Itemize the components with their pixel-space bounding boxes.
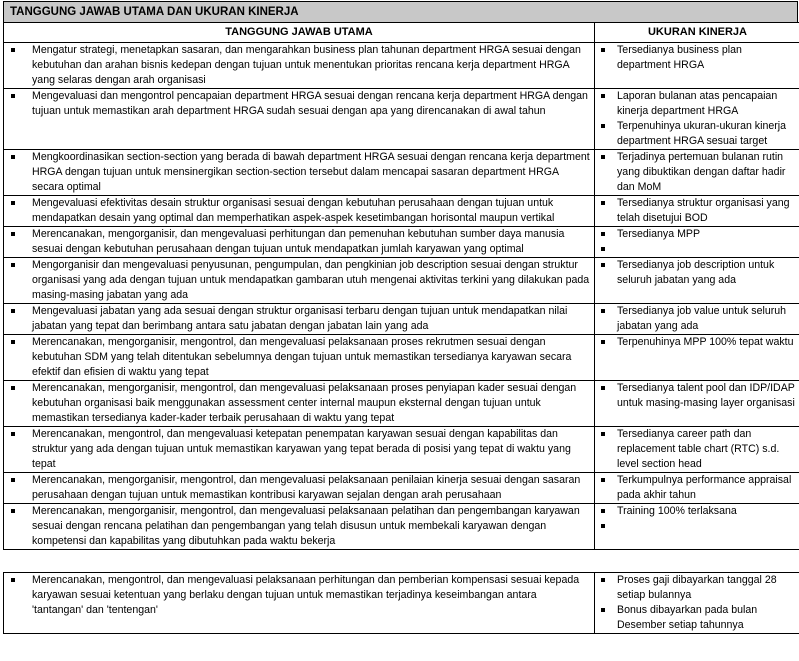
kpi-text: Tersedianya struktur organisasi yang telah disetujui BOD — [617, 197, 790, 224]
responsibility-text: Mengkoordinasikan section-section yang berada di bawah department HRGA sesuai dengan rencana kerja department HRGA dengan tujuan untuk mensinergikan section-section tersebut dalam mencapai sasaran department HRGA secara optimal — [32, 151, 590, 193]
responsibility-item — [4, 504, 594, 549]
responsibility-text: Mengatur strategi, menetapkan sasaran, dan mengarahkan business plan tahunan department HRGA sesuai dengan kebutuhan dan arahan bisnis kedepan dengan tujuan untuk menentukan prioritas rencana kerja department HRGA yang selaras dengan arah organisasi — [32, 44, 581, 86]
kpi-item — [595, 242, 799, 257]
kpi-text: Tersedianya career path dan replacement table chart (RTC) s.d. level section head — [617, 428, 780, 470]
responsibility-cell — [4, 227, 595, 258]
bullet-icon — [601, 340, 605, 344]
table-row — [4, 227, 799, 258]
kpi-item — [595, 335, 799, 350]
kpi-item — [595, 43, 799, 73]
responsibility-item — [4, 573, 594, 618]
kpi-cell — [595, 381, 799, 427]
table-header-row — [4, 23, 799, 43]
kpi-text: Tersedianya job description untuk seluruh jabatan yang ada — [617, 259, 775, 286]
responsibility-item — [4, 89, 594, 119]
kpi-item — [595, 89, 799, 119]
bullet-icon — [11, 578, 15, 582]
header-responsibility: TANGGUNG JAWAB UTAMA — [4, 23, 595, 43]
bullet-icon — [601, 524, 605, 528]
responsibility-text: Merencanakan, mengorganisir, mengontrol, dan mengevaluasi pelaksanaan proses penyiapan kader sesuai dengan kebutuhan organisasi baik menggunakan assessment center internal maupun eksternal dengan tujuan untuk memastikan tersedianya kader-kader terbaik perusahaan di waktu yang tepat — [32, 382, 577, 424]
section-title: TANGGUNG JAWAB UTAMA DAN UKURAN KINERJA — [3, 1, 798, 22]
kpi-cell — [595, 89, 799, 150]
bullet-icon — [601, 509, 605, 513]
kpi-item — [595, 504, 799, 519]
responsibility-item — [4, 227, 594, 257]
kpi-cell — [595, 196, 799, 227]
kpi-item — [595, 519, 799, 534]
bullet-icon — [601, 201, 605, 205]
table-row — [4, 43, 799, 89]
responsibility-item — [4, 381, 594, 426]
bullet-icon — [11, 309, 15, 313]
bullet-icon — [11, 232, 15, 236]
kpi-text: Tersedianya business plan department HRGA — [617, 44, 742, 71]
table-row — [4, 304, 799, 335]
responsibility-item — [4, 335, 594, 380]
kpi-item — [595, 258, 799, 288]
kpi-cell — [595, 573, 799, 634]
bullet-icon — [11, 432, 15, 436]
kpi-item — [595, 227, 799, 242]
responsibility-text: Merencanakan, mengorganisir, mengontrol, dan mengevaluasi pelaksanaan penilaian kinerja sesuai dengan sasaran perusahaan dengan tujuan untuk memastikan kontribusi karyawan sejalan dengan arah perusahaan — [32, 474, 581, 501]
kpi-cell — [595, 504, 799, 550]
document — [3, 1, 798, 634]
table-row — [4, 150, 799, 196]
responsibility-text: Merencanakan, mengorganisir, dan mengevaluasi perhitungan dan pemenuhan kebutuhan sumber daya manusia sesuai dengan kebutuhan perusahaan dengan tujuan untuk mendapatkan jumlah karyawan yang optimal — [32, 228, 565, 255]
kpi-text: Laporan bulanan atas pencapaian kinerja department HRGA — [617, 90, 778, 117]
responsibility-text: Mengevaluasi efektivitas desain struktur organisasi sesuai dengan kebutuhan perusahaan dengan tujuan untuk mendapatkan desain yang optimal dan memperhatikan aspek-aspek kesetimbangan horisontal maupun vertikal — [32, 197, 555, 224]
responsibility-cell — [4, 427, 595, 473]
responsibility-text: Merencanakan, mengontrol, dan mengevaluasi ketepatan penempatan karyawan sesuai dengan kapabilitas dan struktur yang ada dengan tujuan untuk memastikan karyawan yang tepat berada di posisi yang tepat di waktu yang tepat — [32, 428, 571, 470]
bullet-icon — [601, 94, 605, 98]
kpi-item — [595, 573, 799, 603]
responsibility-text: Mengevaluasi jabatan yang ada sesuai dengan struktur organisasi terbaru dengan tujuan untuk mendapatkan nilai jabatan yang tepat dan berimbang antara satu jabatan dengan jabatan lain yang ada — [32, 305, 568, 332]
bullet-icon — [11, 48, 15, 52]
bullet-icon — [11, 386, 15, 390]
kpi-item — [595, 427, 799, 472]
bullet-icon — [11, 509, 15, 513]
responsibility-cell — [4, 258, 595, 304]
bullet-icon — [601, 247, 605, 251]
kpi-cell — [595, 304, 799, 335]
responsibility-item — [4, 150, 594, 195]
header-kpi: UKURAN KINERJA — [595, 23, 799, 43]
responsibility-cell — [4, 196, 595, 227]
kpi-item — [595, 473, 799, 503]
responsibility-cell — [4, 150, 595, 196]
table-row — [4, 473, 799, 504]
responsibility-cell — [4, 473, 595, 504]
kpi-table-continued — [3, 572, 799, 634]
responsibility-text: Merencanakan, mengorganisir, mengontrol, dan mengevaluasi pelaksanaan pelatihan dan pengembangan karyawan sesuai dengan rencana pelatihan dan pengembangan yang telah disusun untuk membekali karyawan dengan kompetensi dan kapabilitas yang dibutuhkan pada waktu bekerja — [32, 505, 580, 547]
kpi-text: Proses gaji dibayarkan tanggal 28 setiap bulannya — [617, 574, 777, 601]
responsibility-cell — [4, 504, 595, 550]
bullet-icon — [601, 48, 605, 52]
kpi-item — [595, 119, 799, 149]
bullet-icon — [11, 478, 15, 482]
bullet-icon — [11, 263, 15, 267]
responsibility-text: Merencanakan, mengontrol, dan mengevaluasi pelaksanaan perhitungan dan pemberian kompensasi sesuai kepada karyawan sesuai ketentuan yang berlaku dengan tujuan untuk memastikan terjadinya keseimbangan antara 'tantangan' dan 'tentengan' — [32, 574, 580, 616]
responsibility-text: Merencanakan, mengorganisir, mengontrol, dan mengevaluasi pelaksanaan proses rekrutmen sesuai dengan kebutuhan SDM yang telah ditentukan sebelumnya dengan tujuan untuk memastikan tersedianya karyawan secara efektif dan efisien di waktu yang tepat — [32, 336, 572, 378]
bullet-icon — [601, 432, 605, 436]
responsibility-text: Mengorganisir dan mengevaluasi penyusunan, pengumpulan, dan pengkinian job description sesuai dengan struktur organisasi yang ada dengan tujuan untuk mendapatkan gambaran utuh mengenai aktivitas terkini yang dilakukan pada masing-masing jabatan yang ada — [32, 259, 590, 301]
bullet-icon — [11, 155, 15, 159]
kpi-item — [595, 150, 799, 195]
responsibility-item — [4, 196, 594, 226]
responsibility-item — [4, 427, 594, 472]
bullet-icon — [601, 386, 605, 390]
kpi-table — [3, 22, 799, 550]
kpi-cell — [595, 150, 799, 196]
table-row — [4, 573, 799, 634]
bullet-icon — [601, 578, 605, 582]
bullet-icon — [601, 155, 605, 159]
page-break-gap — [3, 550, 798, 572]
kpi-cell — [595, 427, 799, 473]
kpi-item — [595, 304, 799, 334]
responsibility-cell — [4, 304, 595, 335]
responsibility-cell — [4, 43, 595, 89]
kpi-cell — [595, 258, 799, 304]
responsibility-text: Mengevaluasi dan mengontrol pencapaian department HRGA sesuai dengan rencana kerja department HRGA dengan tujuan untuk memastikan arah department HRGA sudah sesuai dengan apa yang direncanakan di awal tahun — [32, 90, 588, 117]
responsibility-cell — [4, 381, 595, 427]
table-row — [4, 427, 799, 473]
kpi-text: Terpenuhinya ukuran-ukuran kinerja department HRGA sesuai target — [617, 120, 787, 147]
kpi-cell — [595, 227, 799, 258]
kpi-text: Tersedianya job value untuk seluruh jabatan yang ada — [617, 305, 787, 332]
kpi-text: Bonus dibayarkan pada bulan Desember setiap tahunnya — [617, 604, 758, 631]
bullet-icon — [601, 124, 605, 128]
kpi-text: Terjadinya pertemuan bulanan rutin yang dibuktikan dengan daftar hadir dan MoM — [617, 151, 786, 193]
table-row — [4, 335, 799, 381]
table-row — [4, 381, 799, 427]
responsibility-item — [4, 473, 594, 503]
kpi-cell — [595, 43, 799, 89]
bullet-icon — [601, 232, 605, 236]
table-row — [4, 196, 799, 227]
bullet-icon — [601, 263, 605, 267]
kpi-text: Terpenuhinya MPP 100% tepat waktu — [617, 336, 794, 348]
bullet-icon — [601, 478, 605, 482]
bullet-icon — [11, 201, 15, 205]
responsibility-cell — [4, 335, 595, 381]
bullet-icon — [11, 340, 15, 344]
responsibility-item — [4, 258, 594, 303]
responsibility-cell — [4, 573, 595, 634]
table-row — [4, 258, 799, 304]
responsibility-item — [4, 43, 594, 88]
kpi-text: Tersedianya talent pool dan IDP/IDAP untuk masing-masing layer organisasi — [617, 382, 795, 409]
table-row — [4, 504, 799, 550]
table-row — [4, 89, 799, 150]
kpi-item — [595, 196, 799, 226]
kpi-item — [595, 603, 799, 633]
kpi-text: Training 100% terlaksana — [617, 505, 737, 517]
kpi-cell — [595, 473, 799, 504]
kpi-cell — [595, 335, 799, 381]
bullet-icon — [601, 608, 605, 612]
responsibility-cell — [4, 89, 595, 150]
kpi-item — [595, 381, 799, 411]
bullet-icon — [601, 309, 605, 313]
responsibility-item — [4, 304, 594, 334]
kpi-text: Tersedianya MPP — [617, 228, 701, 240]
bullet-icon — [11, 94, 15, 98]
kpi-text: Terkumpulnya performance appraisal pada akhir tahun — [617, 474, 792, 501]
